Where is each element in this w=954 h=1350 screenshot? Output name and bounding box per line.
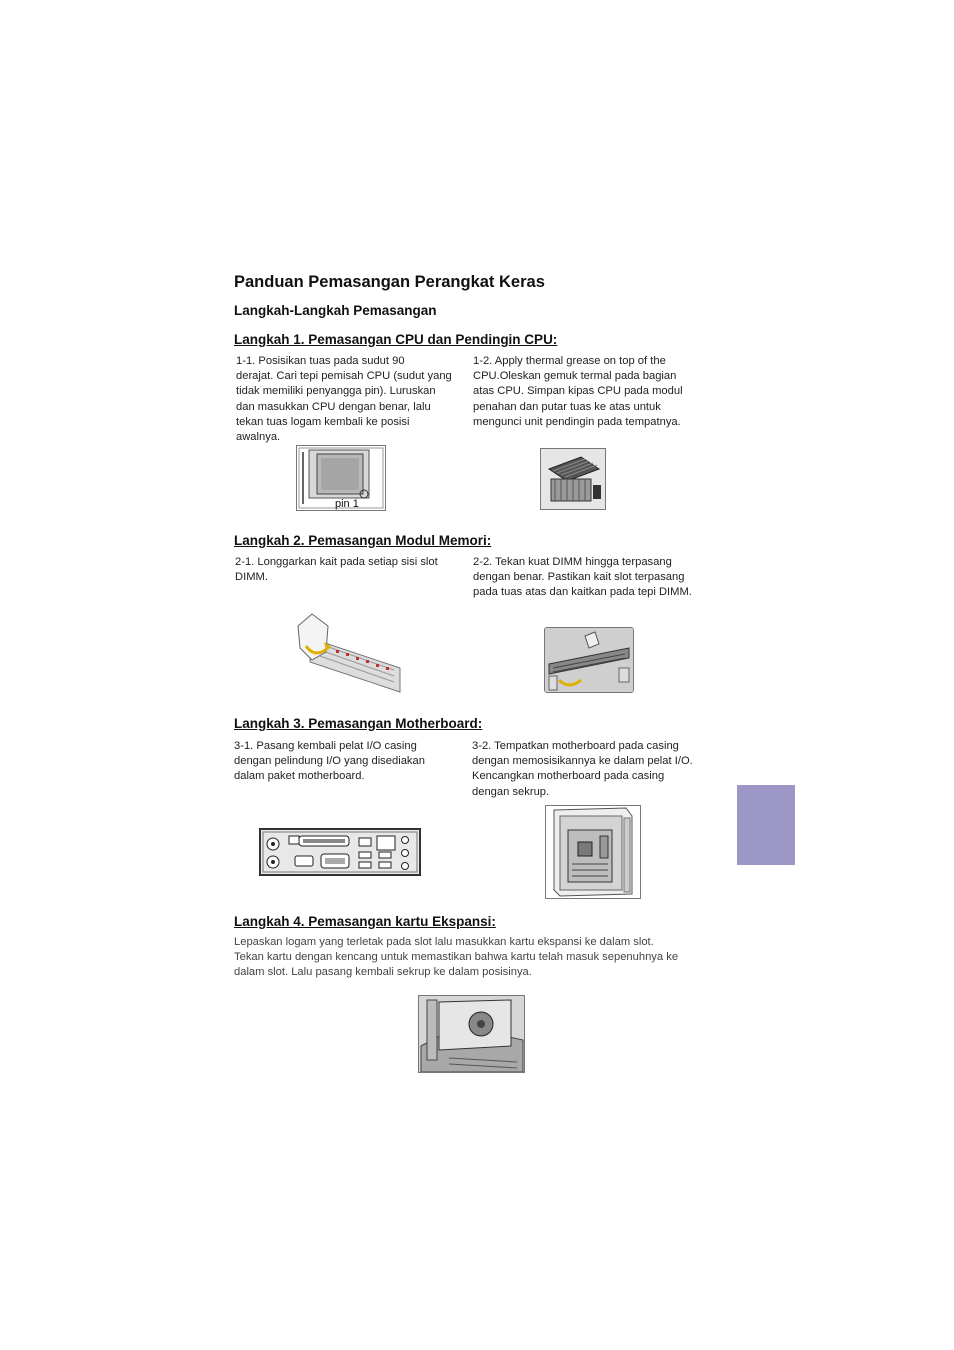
text-line: dengan sekrup.: [472, 785, 550, 798]
expansion-card-figure: [418, 995, 525, 1073]
step3-left-text: [234, 739, 466, 785]
dimm-install-icon: [545, 628, 633, 692]
cpu-cooler-icon: [541, 449, 605, 509]
text-line: 3-1. Pasang kembali pelat I/O casing: [234, 740, 417, 752]
text-line: DIMM.: [235, 571, 268, 584]
text-line: dalam slot. Lalu pasang kembali sekrup ke dalam posisinya.: [234, 966, 532, 979]
step4-heading: Langkah 4. Pemasangan kartu Ekspansi:: [234, 914, 496, 929]
text-line: atas CPU. Simpan kipas CPU pada modul: [473, 385, 683, 398]
pin1-label: pin 1: [335, 498, 359, 510]
step1-left-text: [236, 354, 468, 445]
step1-right-text: [473, 354, 713, 430]
page-title: Panduan Pemasangan Perangkat Keras: [234, 273, 545, 291]
text-line: Kencangkan motherboard pada casing: [472, 770, 665, 783]
text-line: dengan pelindung I/O yang disediakan: [234, 755, 425, 768]
step3-heading: Langkah 3. Pemasangan Motherboard:: [234, 716, 483, 731]
side-tab: [737, 785, 795, 865]
text-line: mengunci unit pendingin pada tempatnya.: [473, 415, 681, 428]
expansion-card-icon: [419, 996, 524, 1072]
text-line: CPU.Oleskan gemuk termal pada bagian: [473, 370, 677, 383]
step1-heading: Langkah 1. Pemasangan CPU dan Pendingin CPU:: [234, 332, 558, 347]
io-shield-figure: [259, 828, 421, 876]
text-line: 2-1. Longgarkan kait pada setiap sisi slot: [235, 556, 438, 568]
text-line: Lepaskan logam yang terletak pada slot lalu masukkan kartu ekspansi ke dalam slot.: [234, 936, 654, 948]
text-line: 2-2. Tekan kuat DIMM hingga terpasang: [473, 556, 672, 568]
dimm-slot-icon: [290, 612, 402, 694]
text-line: derajat. Cari tepi pemisah CPU (sudut yang: [236, 370, 452, 383]
text-line: dengan benar. Pastikan kait slot terpasang: [473, 571, 685, 584]
text-line: dalam paket motherboard.: [234, 770, 365, 783]
cpu-socket-icon: [297, 446, 385, 510]
text-line: awalnya.: [236, 431, 281, 444]
step2-heading: Langkah 2. Pemasangan Modul Memori:: [234, 533, 492, 548]
step2-right-text: [473, 555, 718, 601]
text-line: dan masukkan CPU dengan benar, lalu: [236, 400, 431, 413]
step4-text: [234, 935, 724, 981]
io-shield-icon: [259, 828, 421, 876]
text-line: penahan dan putar tuas ke atas untuk: [473, 400, 661, 413]
pc-case-icon: [546, 806, 640, 898]
text-line: pada tuas atas dan kaitkan pada tepi DIMM.: [473, 586, 692, 599]
text-line: 1-1. Posisikan tuas pada sudut 90: [236, 355, 405, 367]
text-line: dengan memosisikannya ke dalam pelat I/O.: [472, 755, 693, 768]
text-line: Tekan kartu dengan kencang untuk memastikan bahwa kartu telah masuk sepenuhnya ke: [234, 951, 679, 964]
text-line: tidak memiliki penyangga pin). Luruskan: [236, 385, 436, 398]
text-line: 1-2. Apply thermal grease on top of the: [473, 355, 666, 367]
step2-left-text: [235, 555, 467, 585]
text-line: tekan tuas logam kembali ke posisi: [236, 415, 410, 428]
page-subtitle: Langkah-Langkah Pemasangan: [234, 303, 437, 318]
cpu-socket-figure: [296, 445, 386, 511]
dimm-slot-figure: [290, 612, 402, 694]
text-line: 3-2. Tempatkan motherboard pada casing: [472, 740, 679, 752]
cpu-cooler-figure: [540, 448, 606, 510]
step3-right-text: [472, 739, 722, 800]
pc-case-figure: [545, 805, 641, 899]
dimm-install-figure: [544, 627, 634, 693]
